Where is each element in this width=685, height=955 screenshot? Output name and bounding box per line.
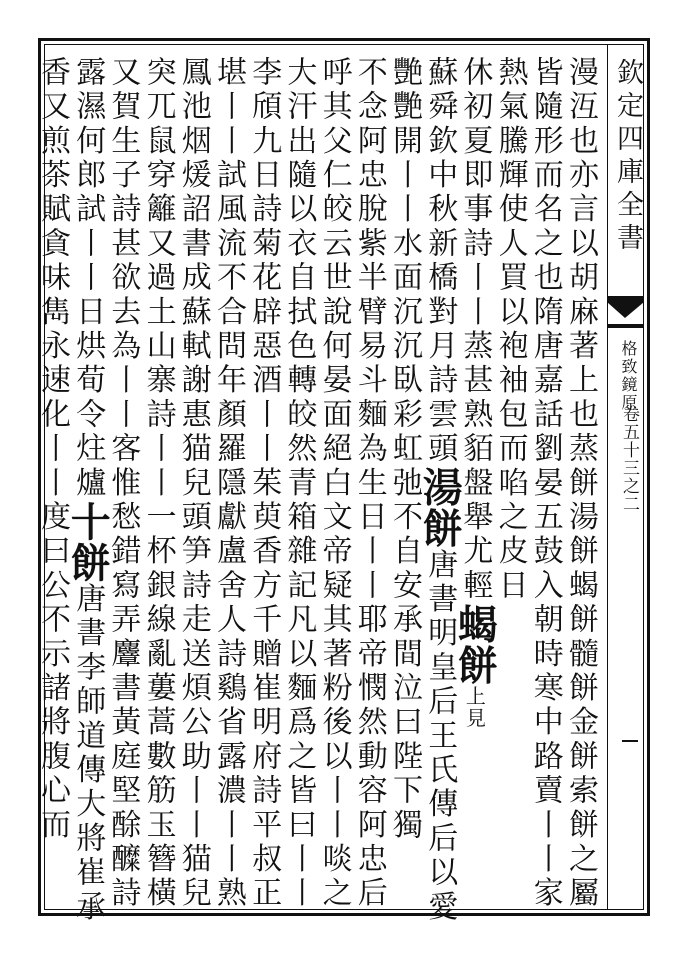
column-text: 蘇舜欽中秋新橋對月詩雲頭 [422,56,458,467]
text-column [384,56,424,906]
entry-heading: 湯餅 [416,466,464,549]
text-column [278,56,318,911]
text-column [32,56,72,906]
text-column [416,56,464,925]
column-text: 漫沍也亦言以胡麻著上也蒸餅湯餅蝎餅髓餅金餅索餅之屬 [563,56,598,911]
text-column [490,56,530,906]
column-text: 熱氣騰輝使人買以袍袖包而啗之皮日 [492,56,528,604]
text-column [560,56,600,911]
entry-heading: 十餅 [64,500,112,583]
column-text: 度曰公不示諸將腹心而 [35,500,70,843]
column-text: 李頎九日詩菊花辟惡酒丨丨茱萸香方千贈崔明府詩平叔正 [246,56,282,911]
page-mark [622,740,638,748]
column-text: 弛不自安承間泣曰陛下獨 [387,466,422,843]
column-text: 香又煎茶賦貪味雋永速化丨丨 [35,56,70,501]
column-text: 堪丨丨試風流不合問年顏羅隱獻盧舍人詩鷄省露濃丨丨熟 [211,56,246,911]
column-text: 唐書李師道傳大將崔承 [70,582,106,925]
text-column [138,56,178,911]
column-text: 上見 [462,685,487,730]
column-text: 又賀生子詩甚欲去為丨丨客惟愁錯寫弄麞書黃庭堅酴醾詩 [105,56,141,911]
column-text: 休初夏即事詩丨丨蒸甚熟貊盤舉尤輕 [457,56,493,604]
text-column [243,56,283,911]
column-text: 唐書明皇后王氏傳后以愛 [422,548,458,925]
text-column [208,56,248,911]
column-text: 大汗出隨以衣自拭色轉皎然青箱雜記凡以麵爲之皆曰丨丨 [281,56,317,911]
volume-label: 卷五十三之二 [619,405,639,513]
column-text: 不念阿忠脫紫半臂易斗麵為生日丨丨耶帝憫然動容阿忠后 [351,56,387,911]
text-column [102,56,142,911]
column-text: 鳳池烟煖詔書成蘇軾謝惠猫兒頭笋詩走送煩公助丨丨猫兒 [175,56,211,911]
fish-tail-mark-icon [607,296,644,330]
text-column [349,56,389,911]
column-text: 露濕何郎試丨丨日烘荀令炷爐 [70,56,106,501]
text-column [314,56,354,911]
column-text: 突兀鼠穿籬又過土山寨詩丨丨一杯銀線亂蔞蒿數筋玉簪橫 [140,56,176,911]
book-subtitle: 格致鏡原 [619,340,638,412]
text-column [173,56,213,911]
column-text: 呼其父仁皎云世說何晏面絕白文帝疑其著粉後以丨丨啖之 [316,56,352,911]
column-text: 艷艷開丨丨水面沉沉臥彩虹 [387,56,422,467]
book-title: 欽定四庫全書 [612,58,643,256]
entry-heading: 蝎餅 [451,603,499,686]
text-column [525,56,565,911]
text-column [64,56,112,925]
column-text: 皆隨形而名之也隋唐嘉話劉晏五鼓入朝時寒中路賣丨丨家 [527,56,563,911]
